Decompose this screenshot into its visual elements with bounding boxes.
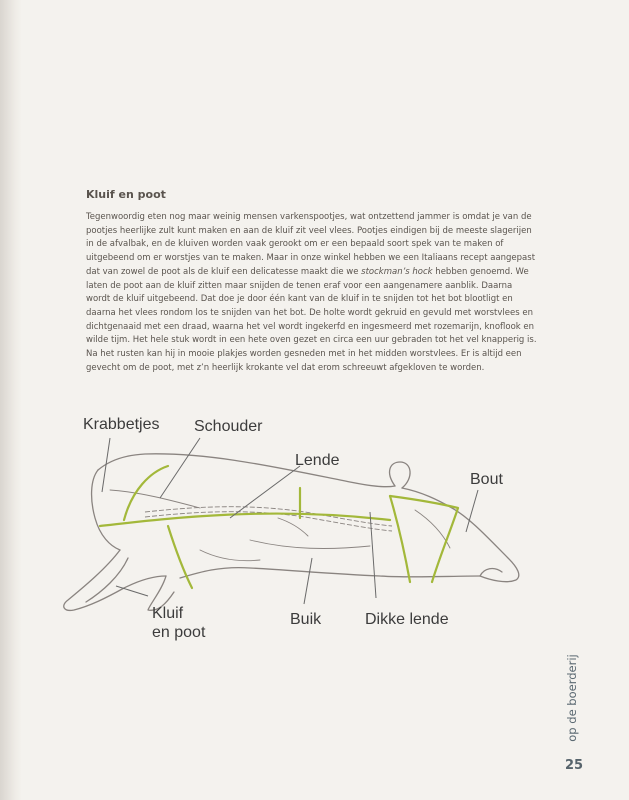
pointer-krabbetjes bbox=[102, 438, 110, 492]
pig-back-outline bbox=[98, 454, 395, 487]
page-number: 25 bbox=[565, 758, 584, 773]
cut-line-kluif bbox=[168, 526, 192, 588]
pig-ear-loop bbox=[390, 462, 411, 488]
label-schouder: Schouder bbox=[194, 418, 263, 435]
pig-skin-fold-2 bbox=[250, 540, 370, 548]
pig-skin-fold-3 bbox=[200, 550, 260, 561]
label-pointers bbox=[102, 438, 478, 604]
section-heading: Kluif en poot bbox=[86, 188, 166, 201]
body-text-part-1: Tegenwoordig eten nog maar weinig mensen varkenspootjes, wat ontzettend jammer is omdat je van de pootjes heerlijke zult kunt maken en aan de kluif zit veel vlees. Pootjes eindigen bij de meeste slagerijen in de afvalbak, en de kluiven worden vaak gerookt om er een bepaald soort spek van te maken of uitgebeend om er worstjes van te maken. Maar in onze winkel hebben we een Italiaans recept aangepast dat van zowel de poot als de kluif een delicatesse maakt die we bbox=[86, 212, 536, 277]
pointer-dikke-lende bbox=[370, 512, 376, 598]
cut-line-bout-front bbox=[390, 496, 410, 582]
pig-cuts-diagram bbox=[50, 400, 550, 640]
pig-skin-fold-1 bbox=[110, 490, 200, 508]
pig-snout bbox=[480, 569, 502, 576]
label-dikke-lende: Dikke lende bbox=[365, 611, 449, 628]
chapter-title-text: op de boerderij bbox=[565, 654, 579, 742]
label-kluif-line2: en poot bbox=[152, 624, 206, 641]
pig-skin-fold-5 bbox=[278, 518, 308, 536]
pig-head-outline bbox=[402, 488, 519, 582]
spine-vertebrae bbox=[145, 507, 392, 531]
label-krabbetjes: Krabbetjes bbox=[83, 416, 160, 433]
label-lende: Lende bbox=[295, 452, 340, 469]
pig-hind-leg bbox=[64, 550, 166, 610]
pointer-schouder bbox=[160, 438, 200, 498]
page-gutter-shadow bbox=[0, 0, 22, 800]
body-text-italic: stockman’s hock bbox=[361, 266, 433, 277]
body-paragraph bbox=[86, 211, 538, 375]
label-kluif-line1: Kluif bbox=[152, 605, 184, 622]
label-bout: Bout bbox=[470, 471, 503, 488]
pointer-kluif bbox=[116, 586, 148, 596]
body-text-part-2: hebben genoemd. We laten de poot aan de kluif zitten maar snijden de tenen eraf voor een aangenamere aanblik. Daarna wordt de kluif uitgebeend. Dat doe je door één kant van de kluif in te snijden tot het bot blootligt en daarna het vlees rondom los te snijden van het bot. De holte wordt gekruid en gevuld met worstvlees en dichtgenaaid met een draad, waarna het vel wordt ingekerfd en ingesmeerd met rozemarijn, knoflook en wilde tijm. Het hele stuk wordt in een hete oven gezet en circa een uur gebraden tot het vel knapperig is. Na het rusten kan hij in mooie plakjes worden gesneden met in het midden worstvlees. Er is altijd een gevecht om de poot, met z’n heerlijk krokante vel dat erom schreeuwt afgekloven te worden. bbox=[86, 266, 537, 373]
pig-rump-outline bbox=[92, 470, 120, 550]
chapter-title bbox=[562, 650, 582, 746]
pointer-buik bbox=[304, 558, 312, 604]
cut-line-top bbox=[100, 514, 390, 526]
label-buik: Buik bbox=[290, 611, 322, 628]
